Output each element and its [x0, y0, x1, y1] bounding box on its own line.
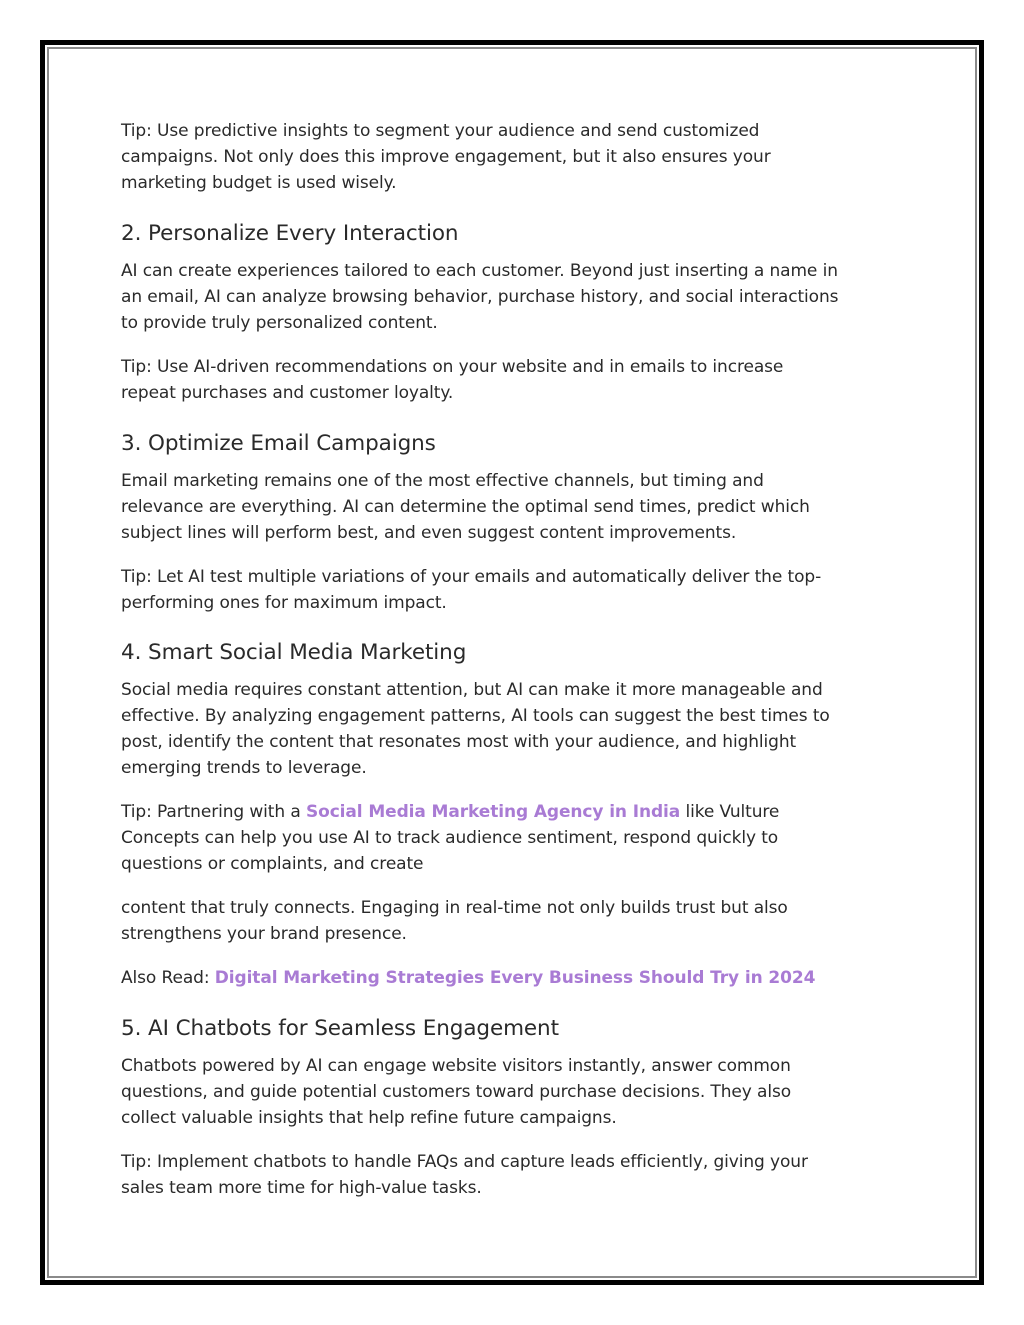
paragraph-line: collect valuable insights that help refine future campaigns. — [121, 1108, 617, 1128]
section-heading-personalize: 2. Personalize Every Interaction — [121, 221, 459, 246]
paragraph-line: emerging trends to leverage. — [121, 758, 367, 778]
paragraph-line: marketing budget is used wisely. — [121, 173, 397, 193]
paragraph-line: Chatbots powered by AI can engage website visitors instantly, answer common — [121, 1056, 791, 1076]
paragraph-line: content that truly connects. Engaging in real-time not only builds trust but also — [121, 898, 788, 918]
paragraph-line: an email, AI can analyze browsing behavior, purchase history, and social interactions — [121, 287, 839, 307]
paragraph-line: effective. By analyzing engagement patterns, AI tools can suggest the best times to — [121, 706, 830, 726]
also-read-line — [121, 965, 815, 991]
paragraph-line: post, identify the content that resonates most with your audience, and highlight — [121, 732, 797, 752]
paragraph-line: Email marketing remains one of the most effective channels, but timing and — [121, 471, 764, 491]
paragraph-line: repeat purchases and customer loyalty. — [121, 383, 454, 403]
section-heading-chatbots: 5. AI Chatbots for Seamless Engagement — [121, 1016, 559, 1041]
also-read-link[interactable]: Digital Marketing Strategies Every Business Should Try in 2024 — [214, 968, 816, 988]
paragraph-line: Tip: Let AI test multiple variations of your emails and automatically deliver the top- — [121, 567, 822, 587]
text: like Vulture — [680, 802, 780, 822]
paragraph-line: to provide truly personalized content. — [121, 313, 438, 333]
paragraph-line: Tip: Implement chatbots to handle FAQs and capture leads efficiently, giving your — [121, 1152, 808, 1172]
section-heading-email: 3. Optimize Email Campaigns — [121, 431, 436, 456]
paragraph-line: Tip: Use AI-driven recommendations on your website and in emails to increase — [121, 357, 784, 377]
paragraph-line: subject lines will perform best, and even suggest content improvements. — [121, 523, 737, 543]
social-media-agency-link[interactable]: Social Media Marketing Agency in India — [305, 802, 681, 822]
paragraph-line: campaigns. Not only does this improve engagement, but it also ensures your — [121, 147, 771, 167]
paragraph-line: Tip: Use predictive insights to segment your audience and send customized — [121, 121, 760, 141]
paragraph-line: relevance are everything. AI can determine the optimal send times, predict which — [121, 497, 810, 517]
paragraph-line: sales team more time for high-value tasks. — [121, 1178, 482, 1198]
section-heading-social: 4. Smart Social Media Marketing — [121, 640, 467, 665]
paragraph-line: Social media requires constant attention, but AI can make it more manageable and — [121, 680, 823, 700]
paragraph-line: questions or complaints, and create — [121, 854, 424, 874]
paragraph-line: strengthens your brand presence. — [121, 924, 407, 944]
paragraph-line: performing ones for maximum impact. — [121, 593, 447, 613]
paragraph-line — [121, 799, 779, 825]
paragraph-line: AI can create experiences tailored to each customer. Beyond just inserting a name in — [121, 261, 838, 281]
text: Tip: Partnering with a — [121, 802, 306, 822]
paragraph-line: Concepts can help you use AI to track audience sentiment, respond quickly to — [121, 828, 779, 848]
also-read-label: Also Read: — [121, 968, 215, 988]
paragraph-line: questions, and guide potential customers toward purchase decisions. They also — [121, 1082, 792, 1102]
